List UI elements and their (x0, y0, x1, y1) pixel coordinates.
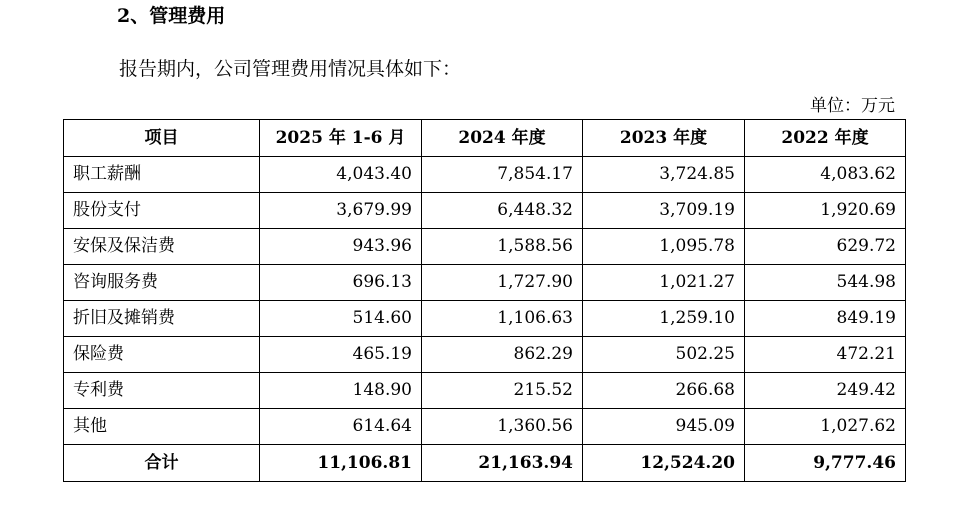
table-row (64, 337, 906, 373)
header-2022: 2022 年度 (745, 120, 906, 157)
total-row (64, 445, 906, 482)
intro-paragraph: 报告期内，公司管理费用情况具体如下： (119, 58, 462, 80)
cell-value: 1,588.56 (422, 229, 583, 265)
cell-value: 148.90 (260, 373, 422, 409)
total-value: 12,524.20 (583, 445, 745, 482)
cell-value: 3,709.19 (583, 193, 745, 229)
cell-value: 4,043.40 (260, 157, 422, 193)
cell-value: 1,259.10 (583, 301, 745, 337)
cell-value: 3,679.99 (260, 193, 422, 229)
table-header-row (64, 120, 906, 157)
cell-value: 215.52 (422, 373, 583, 409)
cell-value: 943.96 (260, 229, 422, 265)
row-label: 职工薪酬 (64, 157, 260, 193)
cell-value: 4,083.62 (745, 157, 906, 193)
header-item: 项目 (64, 120, 260, 157)
table-row (64, 409, 906, 445)
row-label: 其他 (64, 409, 260, 445)
table-row (64, 301, 906, 337)
row-label: 股份支付 (64, 193, 260, 229)
cell-value: 7,854.17 (422, 157, 583, 193)
cell-value: 945.09 (583, 409, 745, 445)
cell-value: 849.19 (745, 301, 906, 337)
cell-value: 629.72 (745, 229, 906, 265)
table-row (64, 373, 906, 409)
cell-value: 1,360.56 (422, 409, 583, 445)
cell-value: 862.29 (422, 337, 583, 373)
cell-value: 502.25 (583, 337, 745, 373)
table-row (64, 229, 906, 265)
row-label: 折旧及摊销费 (64, 301, 260, 337)
header-2025h1: 2025 年 1-6 月 (260, 120, 422, 157)
cell-value: 1,727.90 (422, 265, 583, 301)
unit-label: 单位：万元 (810, 96, 895, 116)
cell-value: 614.64 (260, 409, 422, 445)
row-label: 保险费 (64, 337, 260, 373)
cell-value: 696.13 (260, 265, 422, 301)
cell-value: 1,021.27 (583, 265, 745, 301)
row-label: 咨询服务费 (64, 265, 260, 301)
cell-value: 514.60 (260, 301, 422, 337)
cell-value: 1,095.78 (583, 229, 745, 265)
table-row (64, 265, 906, 301)
cell-value: 249.42 (745, 373, 906, 409)
row-label: 安保及保洁费 (64, 229, 260, 265)
header-2024: 2024 年度 (422, 120, 583, 157)
cell-value: 266.68 (583, 373, 745, 409)
cell-value: 1,920.69 (745, 193, 906, 229)
table-row (64, 157, 906, 193)
admin-expense-table (63, 119, 906, 482)
table-row (64, 193, 906, 229)
section-heading: 2、管理费用 (117, 5, 226, 27)
header-2023: 2023 年度 (583, 120, 745, 157)
cell-value: 472.21 (745, 337, 906, 373)
total-value: 11,106.81 (260, 445, 422, 482)
cell-value: 1,027.62 (745, 409, 906, 445)
cell-value: 1,106.63 (422, 301, 583, 337)
cell-value: 544.98 (745, 265, 906, 301)
total-label: 合计 (64, 445, 260, 482)
total-value: 9,777.46 (745, 445, 906, 482)
cell-value: 3,724.85 (583, 157, 745, 193)
cell-value: 6,448.32 (422, 193, 583, 229)
cell-value: 465.19 (260, 337, 422, 373)
total-value: 21,163.94 (422, 445, 583, 482)
row-label: 专利费 (64, 373, 260, 409)
